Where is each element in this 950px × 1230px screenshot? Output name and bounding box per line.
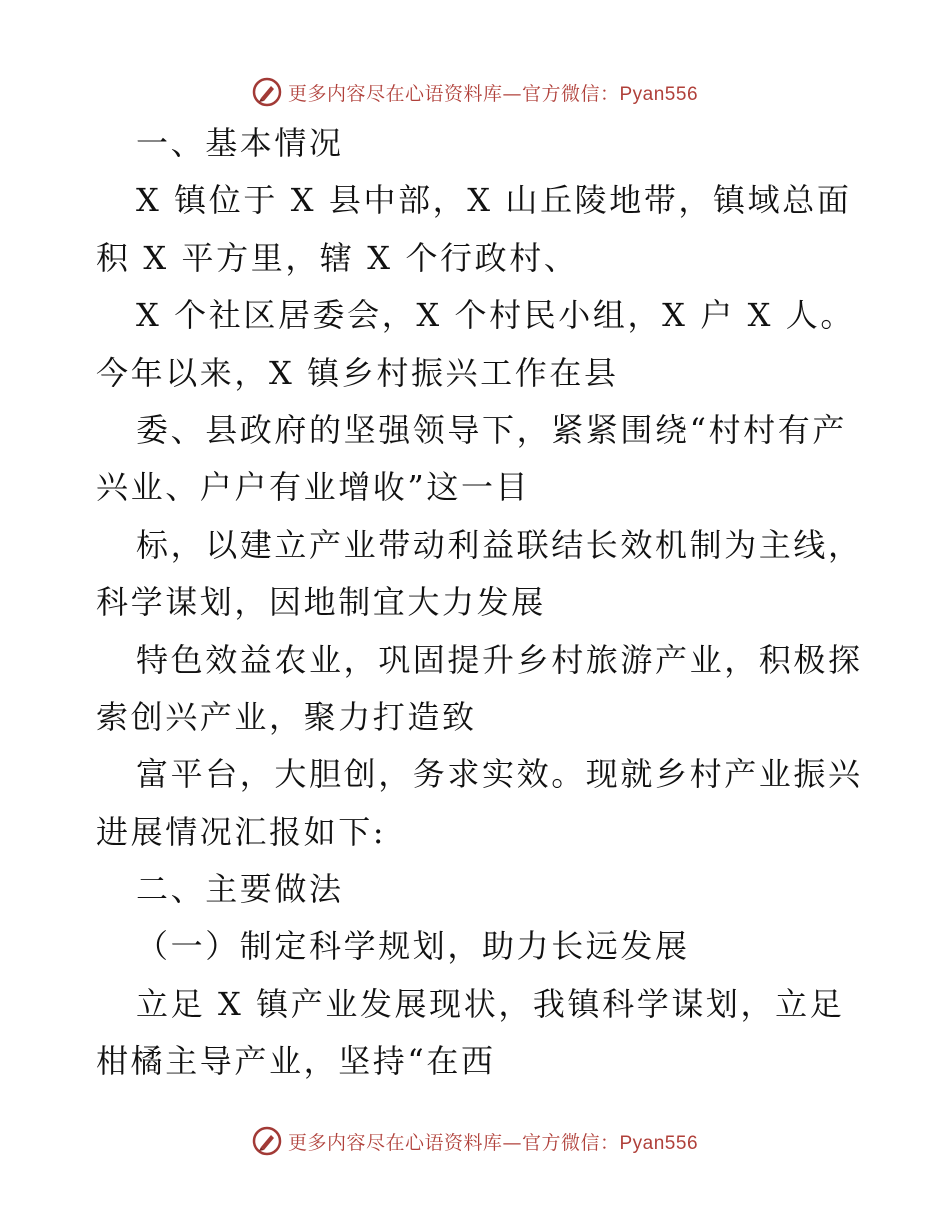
text-line: 二、主要做法 xyxy=(136,870,344,909)
text-line: 柑橘主导产业，坚持“在西 xyxy=(96,1042,496,1081)
text-line: 科学谋划，因地制宜大力发展 xyxy=(96,583,546,622)
text-line: 富平台，大胆创，务求实效。现就乡村产业振兴 xyxy=(136,755,863,794)
text-line: 今年以来，X 镇乡村振兴工作在县 xyxy=(96,353,619,392)
pen-logo-icon xyxy=(252,77,282,107)
watermark-text: 更多内容尽在心语资料库—官方微信：Pyan556 xyxy=(287,82,699,105)
watermark-top xyxy=(0,72,950,112)
watermark-text: 更多内容尽在心语资料库—官方微信：Pyan556 xyxy=(287,1131,699,1154)
text-line: 积 X 平方里，辖 X 个行政村、 xyxy=(96,238,579,277)
watermark-bottom xyxy=(0,1121,950,1161)
text-line: 索创兴产业，聚力打造致 xyxy=(96,697,477,736)
text-line: 特色效益农业，巩固提升乡村旅游产业，积极探 xyxy=(136,640,863,679)
pen-logo-icon xyxy=(252,1126,282,1156)
text-line: 标，以建立产业带动利益联结长效机制为主线， xyxy=(136,525,863,564)
text-line: X 个社区居委会，X 个村民小组，X 户 X 人。 xyxy=(136,296,855,335)
document-body xyxy=(96,115,863,1091)
text-line: 委、县政府的坚强领导下，紧紧围绕“村村有产 xyxy=(136,410,847,449)
text-line: 兴业、户户有业增收”这一目 xyxy=(96,468,531,507)
text-line: 一、基本情况 xyxy=(136,124,344,162)
text-line: X 镇位于 X 县中部，X 山丘陵地带，镇域总面 xyxy=(136,181,852,220)
text-line: 立足 X 镇产业发展现状，我镇科学谋划，立足 xyxy=(136,984,845,1023)
text-line: （一）制定科学规划，助力长远发展 xyxy=(136,927,690,966)
text-line: 进展情况汇报如下: xyxy=(96,812,387,851)
